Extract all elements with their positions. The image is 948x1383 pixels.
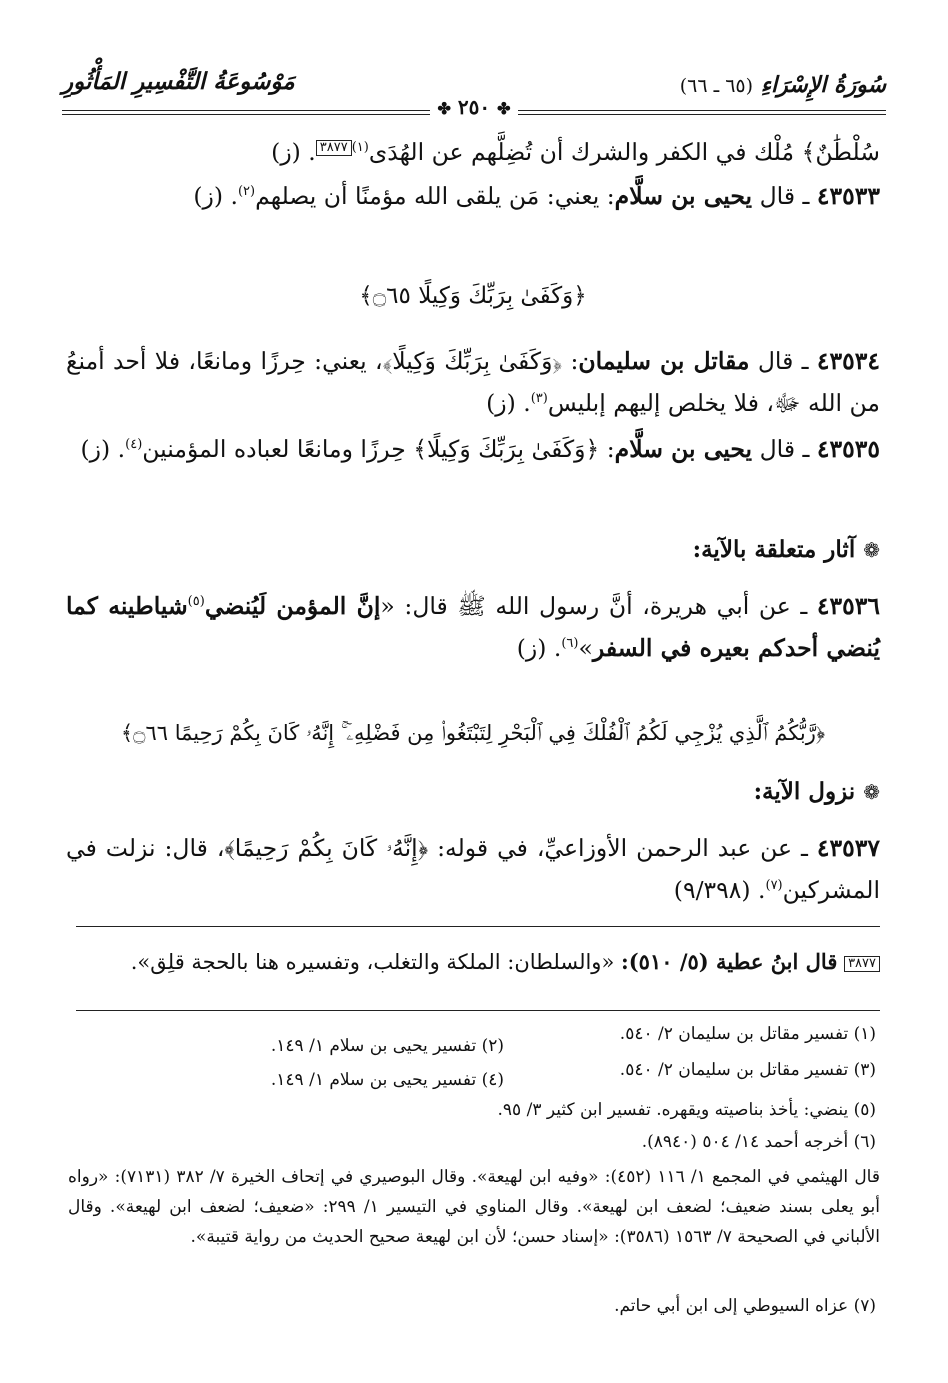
footnote-ref[interactable]: (١) — [351, 140, 369, 156]
narration-number: ٤٣٥٣٧ — [816, 834, 880, 862]
editorial-note-ref[interactable]: ٣٨٧٧ — [316, 140, 352, 156]
footnote-ref[interactable]: (٢) — [237, 184, 256, 200]
footnote-ref[interactable]: (٤) — [125, 437, 143, 453]
narrator-name: يحيى بن سلَّام — [614, 435, 753, 463]
editorial-note — [68, 942, 880, 982]
flower-ornament-icon: ❁ — [863, 780, 880, 804]
narration-number: ٤٣٥٣٦ — [816, 592, 880, 620]
page-number-wrap — [0, 95, 948, 119]
narration-number: ٤٣٥٣٤ — [816, 347, 881, 375]
footnote-ref[interactable]: (٣) — [530, 391, 548, 407]
narration-text: : ﴿وَكَفَىٰ بِرَبِّكَ وَكِيلًا﴾، يعني: حِرزًا ومانعًا، فلا أحد أمنعُ من الله ﷻ، فلا يخلص إليهم إبليس — [66, 347, 880, 417]
narration-43535: ٤٣٥٣٥ ـ قال يحيى بن سلَّام: ﴿وَكَفَىٰ بِرَبِّكَ وَكِيلًا﴾ حِرزًا ومانعًا لعباده المؤمنين$^{(٤)}$. (ز) — [80, 435, 880, 463]
editorial-lead: قال ابنُ عطية (٥/ ٥١٠): — [620, 949, 838, 974]
editorial-note-number: ٣٨٧٧ — [844, 956, 880, 972]
ayah-range: (٦٥ ـ ٦٦) — [679, 75, 754, 97]
narration-number: ٤٣٥٣٣ — [816, 182, 880, 210]
ornament-left-icon: ✤ — [437, 99, 451, 118]
footnote-3: (٣) تفسير مقاتل بن سليمان ٢/ ٥٤٠. — [619, 1060, 876, 1080]
footnote-ref[interactable]: (٥) — [187, 594, 205, 610]
footnote-7: (٧) عزاه السيوطي إلى ابن أبي حاتم. — [614, 1296, 876, 1316]
footnote-5: (٥) ينضي: يأخذ بناصيته ويقهره. تفسير ابن كثير ٣/ ٩٥. — [497, 1100, 876, 1120]
quran-verse-66: ﴿رَّبُّكُمُ ٱلَّذِي يُزْجِي لَكُمُ ٱلْفُلْكَ فِي ٱلْبَحْرِ لِتَبْتَغُوا۟ مِن فَضْلِهِۦٓ ۚ إِنَّهُۥ كَانَ بِكُمْ رَحِيمًا ۝٦٦﴾ — [120, 721, 826, 745]
editorial-rule — [76, 926, 880, 927]
narration-text: : يعني: مَن يلقى الله مؤمنًا أن يصلهم — [255, 182, 615, 210]
narration-43534: ٤٣٥٣٤ ـ قال مقاتل بن سليمان: ﴿وَكَفَىٰ بِرَبِّكَ وَكِيلًا﴾، يعني: حِرزًا ومانعًا، فلا أحد أمنعُ من الله ﷻ، فلا يخلص إليهم إبليس$^{(٣)}$. (ز) — [66, 347, 881, 417]
narration-43533: ٤٣٥٣٣ ـ قال يحيى بن سلَّام: يعني: مَن يلقى الله مؤمنًا أن يصلهم$^{(٢)}$. (ز) — [193, 182, 880, 210]
editorial-text: «والسلطان: الملكة والتغلب، وتفسيره هنا بالحجة قلِق». — [130, 950, 621, 974]
footnote-rule — [76, 1010, 880, 1011]
ornament-right-icon: ✤ — [497, 99, 511, 118]
narration-text: : ﴿وَكَفَىٰ بِرَبِّكَ وَكِيلًا﴾ حِرزًا ومانعًا لعباده المؤمنين — [142, 435, 615, 463]
quran-word: سُلْطَٰنٌ — [815, 138, 880, 166]
footnote-1: (١) تفسير مقاتل بن سليمان ٢/ ٥٤٠. — [619, 1024, 876, 1044]
source-marker: . (ز) — [80, 435, 126, 463]
surah-name: سُورَةُ الإِسْرَاءِ — [760, 72, 886, 98]
book-title: مَوْسُوعَةُ التَّفْسِيرِ المَأْثُورِ — [62, 68, 295, 95]
footnote-4: (٤) تفسير يحيى بن سلام ١/ ١٤٩. — [270, 1070, 504, 1090]
footnote-ref[interactable]: (٧) — [765, 878, 783, 894]
source-marker: . (٩/٣٩٨) — [673, 876, 766, 904]
footnote-2: (٢) تفسير يحيى بن سلام ١/ ١٤٩. — [270, 1036, 504, 1056]
source-marker: . (ز) — [271, 138, 316, 166]
narration-43536: ٤٣٥٣٦ ـ عن أبي هريرة، أنَّ رسول الله ﷺ قال: «إنَّ المؤمن لَيُنضي$^{(٥)}$شياطينه كما يُنضي أحدكم بعيره في السفر»$^{(٦)}$. (ز) — [66, 592, 880, 662]
paragraph-continuation — [66, 131, 880, 173]
paragraph-text: ﴾ مُلْك في الكفر والشرك أن تُضِلَّهم عن الهُدَى — [368, 138, 816, 166]
quran-verse-65: ﴿وَكَفَىٰ بِرَبِّكَ وَكِيلًا ۝٦٥﴾ — [359, 283, 587, 309]
flower-ornament-icon: ❁ — [863, 538, 880, 562]
narration-43537 — [66, 827, 880, 911]
source-marker: . (ز) — [486, 389, 531, 417]
footnote-ref[interactable]: (٦) — [561, 636, 579, 652]
narration-text: ـ عن أبي هريرة، أنَّ رسول الله ﷺ قال: « — [380, 592, 817, 620]
section-heading-related-athar: ❁ آثار متعلقة بالآية: — [692, 536, 880, 563]
narrator-name: مقاتل بن سليمان — [578, 347, 750, 375]
section-heading-revelation: ❁ نزول الآية: — [753, 778, 880, 805]
narrator-name: يحيى بن سلَّام — [614, 182, 753, 210]
hadith-text: إنَّ المؤمن لَيُنضي — [204, 592, 381, 620]
narration-text: ـ عن عبد الرحمن الأوزاعيِّ، في قوله: ﴿إِنَّهُۥ كَانَ بِكُمْ رَحِيمًا﴾، قال: نزلت في المشركين — [66, 834, 880, 904]
hadith-text-cont: شياطينه كما يُنضي أحدكم بعيره في السفر — [66, 592, 880, 662]
narration-number: ٤٣٥٣٥ — [816, 435, 880, 463]
footnote-6: (٦) أخرجه أحمد ١٤/ ٥٠٤ (٨٩٤٠). — [641, 1132, 876, 1152]
page-number: ✤ ٢٥٠ ✤ — [430, 95, 519, 119]
footnote-6-continued: قال الهيثمي في المجمع ١/ ١١٦ (٤٥٢): «وفيه ابن لهيعة». وقال البوصيري في إتحاف الخيرة ٧/ ٣٨٢ (٧١٣١): «رواه أبو يعلى بسند ضعيف؛ لضعف ابن لهيعة». وقال المناوي في التيسير ١/ ٢٩٩: «ضعيف؛ لضعف ابن لهيعة». وقال الألباني في الصحيحة ٧/ ١٥٦٣ (٣٥٨٦): «إسناد حسن؛ لأن ابن لهيعة صحيح الحديث من رواية قتيبة». — [68, 1167, 880, 1247]
source-marker: . (ز) — [193, 182, 238, 210]
source-marker: . (ز) — [516, 634, 562, 662]
